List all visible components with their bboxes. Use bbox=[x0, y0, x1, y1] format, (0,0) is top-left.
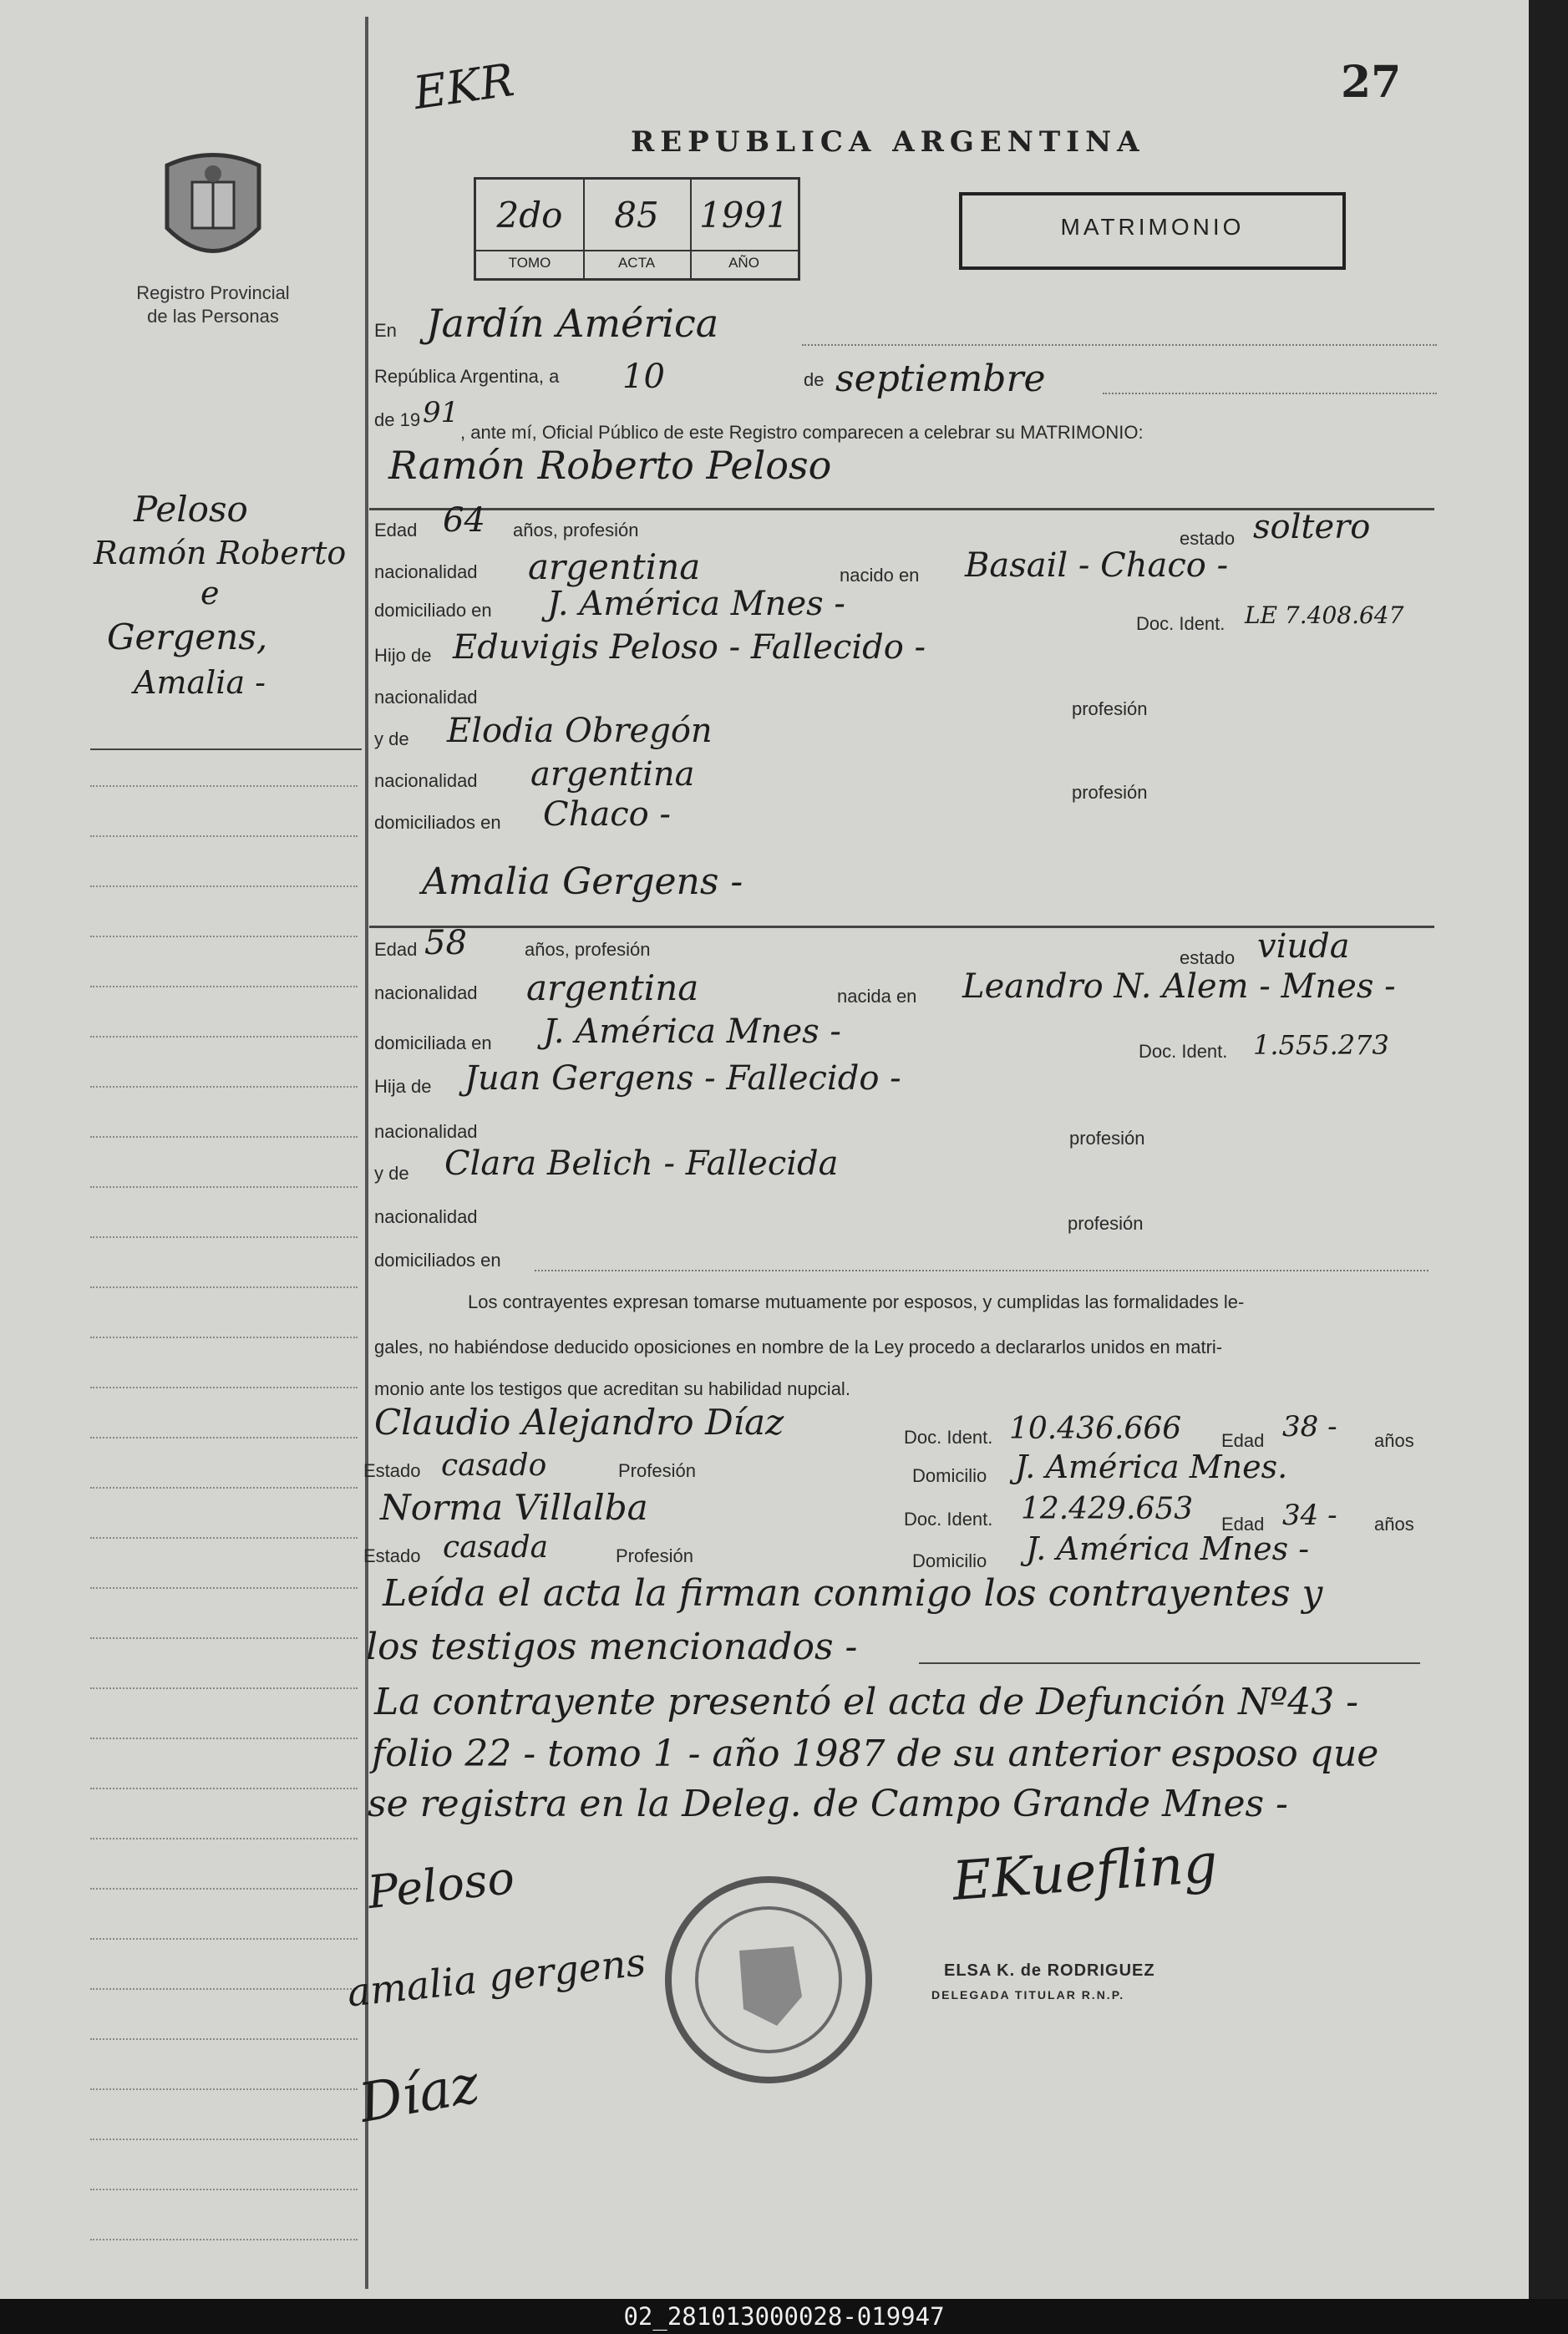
margin-line bbox=[90, 986, 358, 987]
margin-line bbox=[90, 1086, 358, 1088]
margin-line bbox=[90, 835, 358, 837]
bride-profesion-label: años, profesión bbox=[525, 939, 651, 960]
tomo-value: 2do bbox=[496, 195, 563, 236]
witness2-profesion-label: Profesión bbox=[616, 1545, 693, 1566]
bride-signature: amalia gergens bbox=[345, 1939, 648, 2016]
groom-estado: soltero bbox=[1253, 508, 1371, 546]
margin-line bbox=[90, 1687, 358, 1689]
bride-name: Amalia Gergens - bbox=[422, 860, 743, 903]
witness1-doc-label: Doc. Ident. bbox=[904, 1427, 993, 1448]
statement-line2: gales, no habiéndose deducido oposiciones en nombre de la Ley procedo a declararlos unidos en matri- bbox=[374, 1337, 1223, 1357]
fill-line bbox=[802, 344, 1437, 346]
groom-edad-label: Edad bbox=[374, 520, 418, 540]
notes-line2: los testigos mencionados - bbox=[366, 1626, 858, 1668]
notes-line4: folio 22 - tomo 1 - año 1987 de su anterior esposo que bbox=[372, 1733, 1379, 1775]
margin-note-line5: Amalia - bbox=[134, 664, 266, 701]
groom-prof-padre-label: profesión bbox=[1072, 698, 1148, 719]
year-suffix: 91 bbox=[423, 396, 459, 429]
witness2-anios-label: años bbox=[1374, 1514, 1414, 1535]
statement-line1: Los contrayentes expresan tomarse mutuamente por esposos, y cumplidas las formalidades le- bbox=[468, 1291, 1245, 1312]
bride-domicilio: J. América Mnes - bbox=[543, 1012, 841, 1051]
anio-cell bbox=[690, 180, 798, 278]
bride-estado: viuda bbox=[1257, 927, 1350, 966]
groom-domicilio: J. América Mnes - bbox=[547, 585, 845, 623]
groom-profesion-label: años, profesión bbox=[513, 520, 639, 540]
witness1-estado-label: Estado bbox=[363, 1460, 421, 1481]
anio-label: AÑO bbox=[690, 250, 798, 275]
margin-line bbox=[90, 1938, 358, 1940]
notes-line5: se registra en la Deleg. de Campo Grande Mnes - bbox=[368, 1783, 1288, 1825]
witness1-edad-label: Edad bbox=[1221, 1430, 1265, 1451]
margin-line bbox=[90, 1637, 358, 1639]
witness1-domicilio-label: Domicilio bbox=[912, 1465, 987, 1486]
margin-line bbox=[90, 2239, 358, 2240]
bride-hija-label: Hija de bbox=[374, 1076, 432, 1097]
margin-line bbox=[90, 2189, 358, 2190]
witness1-profesion-label: Profesión bbox=[618, 1460, 696, 1481]
margin-line bbox=[90, 2088, 358, 2090]
official-title: DELEGADA TITULAR R.N.P. bbox=[931, 1988, 1125, 2002]
place: Jardín América bbox=[426, 301, 719, 346]
witness1-domicilio: J. América Mnes. bbox=[1015, 1449, 1288, 1485]
margin-line bbox=[90, 1286, 358, 1288]
bride-edad-label: Edad bbox=[374, 939, 418, 960]
provincial-crest-icon bbox=[159, 149, 267, 274]
bride-nac-padre-label: nacionalidad bbox=[374, 1121, 478, 1142]
witness1-estado: casado bbox=[441, 1449, 547, 1483]
margin-line bbox=[90, 1036, 358, 1038]
bride-domiciliados-label: domiciliados en bbox=[374, 1250, 501, 1271]
year-prefix: de 19 bbox=[374, 409, 421, 430]
groom-edad: 64 bbox=[443, 501, 485, 540]
margin-note-line2: Ramón Roberto bbox=[94, 535, 347, 571]
acta-label: ACTA bbox=[583, 250, 690, 275]
acta-cell bbox=[583, 180, 692, 278]
de-label: de bbox=[804, 369, 825, 390]
witness1-edad: 38 - bbox=[1282, 1410, 1337, 1444]
record-number-box bbox=[474, 177, 800, 281]
republica-label: República Argentina, a bbox=[374, 366, 560, 387]
margin-line bbox=[90, 1337, 358, 1338]
margin-line bbox=[90, 1888, 358, 1890]
fill-line bbox=[535, 1270, 1428, 1271]
margin-line bbox=[90, 1537, 358, 1539]
groom-nacido-label: nacido en bbox=[840, 565, 920, 586]
groom-madre: Elodia Obregón bbox=[447, 712, 713, 750]
groom-domiciliado-label: domiciliado en bbox=[374, 600, 492, 621]
bride-yde-label: y de bbox=[374, 1163, 409, 1184]
margin-line bbox=[90, 885, 358, 887]
witness2-doc-label: Doc. Ident. bbox=[904, 1509, 993, 1530]
margin-line bbox=[90, 1587, 358, 1589]
scan-edge bbox=[1529, 0, 1568, 2299]
margin-line bbox=[90, 1988, 358, 1990]
groom-doc: LE 7.408.647 bbox=[1245, 601, 1404, 629]
bride-estado-label: estado bbox=[1180, 947, 1236, 968]
groom-signature: Peloso bbox=[365, 1850, 517, 1920]
groom-nac-madre-label: nacionalidad bbox=[374, 770, 478, 791]
official-seal-icon bbox=[660, 1871, 877, 2088]
groom-nacido: Basail - Chaco - bbox=[965, 546, 1229, 585]
bride-nacionalidad: argentina bbox=[526, 967, 699, 1008]
page-number: 27 bbox=[1341, 57, 1402, 108]
en-label: En bbox=[374, 320, 397, 341]
official-signature: EKuefling bbox=[950, 1833, 1220, 1913]
margin-line bbox=[90, 936, 358, 937]
month: septiembre bbox=[835, 358, 1046, 400]
witness-signature: Díaz bbox=[354, 2053, 484, 2135]
groom-domiciliados-label: domiciliados en bbox=[374, 812, 501, 833]
witness1-doc: 10.436.666 bbox=[1009, 1412, 1182, 1446]
statement-line3: monio ante los testigos que acreditan su habilidad nupcial. bbox=[374, 1378, 850, 1399]
groom-padre: Eduvigis Peloso - Fallecido - bbox=[453, 628, 926, 667]
bride-doc-label: Doc. Ident. bbox=[1139, 1041, 1228, 1062]
file-id: 02_281013000028-019947 bbox=[0, 2299, 1568, 2334]
witness1-anios-label: años bbox=[1374, 1430, 1414, 1451]
fill-line bbox=[1103, 393, 1437, 394]
groom-hijo-label: Hijo de bbox=[374, 645, 432, 666]
margin-line bbox=[90, 2139, 358, 2140]
notes-fill-line bbox=[919, 1662, 1420, 1664]
witness2-name: Norma Villalba bbox=[380, 1487, 648, 1528]
bride-padre: Juan Gergens - Fallecido - bbox=[464, 1059, 901, 1098]
witness2-estado-label: Estado bbox=[363, 1545, 421, 1566]
groom-nacionalidad-label: nacionalidad bbox=[374, 561, 478, 582]
witness2-estado: casada bbox=[443, 1530, 549, 1565]
margin-line bbox=[90, 1788, 358, 1789]
margin-line bbox=[90, 1136, 358, 1138]
groom-name: Ramón Roberto Peloso bbox=[388, 443, 832, 488]
margin-rule bbox=[365, 17, 368, 2289]
corner-note: EKR bbox=[410, 53, 518, 120]
margin-note-line1: Peloso bbox=[134, 489, 248, 530]
bride-doc: 1.555.273 bbox=[1253, 1029, 1389, 1061]
groom-prof-madre-label: profesión bbox=[1072, 782, 1148, 803]
margin-line bbox=[90, 1838, 358, 1839]
tomo-cell bbox=[476, 180, 585, 278]
bride-madre: Clara Belich - Fallecida bbox=[444, 1144, 839, 1183]
day: 10 bbox=[622, 358, 665, 396]
witness1-name: Claudio Alejandro Díaz bbox=[374, 1402, 784, 1443]
bride-nac-madre-label: nacionalidad bbox=[374, 1206, 478, 1227]
tomo-label: TOMO bbox=[476, 250, 583, 275]
bride-domiciliada-label: domiciliada en bbox=[374, 1033, 492, 1053]
intro-text: , ante mí, Oficial Público de este Registro comparecen a celebrar su MATRIMONIO: bbox=[460, 422, 1144, 443]
margin-line bbox=[90, 1186, 358, 1188]
witness2-edad-label: Edad bbox=[1221, 1514, 1265, 1535]
margin-note-line3: e bbox=[200, 575, 220, 611]
bride-nacionalidad-label: nacionalidad bbox=[374, 982, 478, 1003]
bride-prof-madre-label: profesión bbox=[1068, 1213, 1144, 1234]
margin-line bbox=[90, 785, 358, 787]
acta-value: 85 bbox=[614, 195, 659, 236]
witness2-edad: 34 - bbox=[1282, 1499, 1337, 1532]
margin-line bbox=[90, 1738, 358, 1739]
groom-estado-label: estado bbox=[1180, 528, 1236, 549]
margin-line bbox=[90, 1387, 358, 1388]
groom-nac-padre-label: nacionalidad bbox=[374, 687, 478, 708]
bride-edad: 58 bbox=[424, 924, 467, 962]
margin-line bbox=[90, 1487, 358, 1489]
record-type-box bbox=[959, 192, 1346, 270]
margin-note-line4: Gergens, bbox=[107, 616, 268, 657]
margin-line bbox=[90, 2038, 358, 2040]
margin-line bbox=[90, 1437, 358, 1438]
bride-nacida: Leandro N. Alem - Mnes - bbox=[962, 967, 1396, 1006]
registry-name-line1: Registro Provincial bbox=[136, 282, 290, 303]
groom-nac-madre: argentina bbox=[530, 755, 695, 794]
official-name: ELSA K. de RODRIGUEZ bbox=[944, 1961, 1155, 1980]
bride-nacida-label: nacida en bbox=[837, 986, 917, 1007]
groom-doc-label: Doc. Ident. bbox=[1136, 613, 1225, 634]
country-title: REPUBLICA ARGENTINA bbox=[631, 125, 1145, 159]
notes-line3: La contrayente presentó el acta de Defunción Nº43 - bbox=[374, 1681, 1359, 1723]
groom-yde-label: y de bbox=[374, 728, 409, 749]
witness2-domicilio: J. América Mnes - bbox=[1026, 1530, 1310, 1567]
anio-value: 1991 bbox=[699, 195, 789, 236]
margin-line bbox=[90, 1236, 358, 1238]
witness2-domicilio-label: Domicilio bbox=[912, 1550, 987, 1571]
bride-prof-padre-label: profesión bbox=[1069, 1128, 1145, 1149]
notes-line1: Leída el acta la firman conmigo los contrayentes y bbox=[383, 1572, 1323, 1615]
groom-domiciliados: Chaco - bbox=[543, 795, 671, 834]
groom-nacionalidad: argentina bbox=[528, 546, 701, 587]
registry-name-line2: de las Personas bbox=[147, 306, 279, 327]
record-type: MATRIMONIO bbox=[1060, 214, 1245, 240]
witness2-doc: 12.429.653 bbox=[1021, 1492, 1194, 1526]
margin-note-underline bbox=[90, 748, 362, 750]
